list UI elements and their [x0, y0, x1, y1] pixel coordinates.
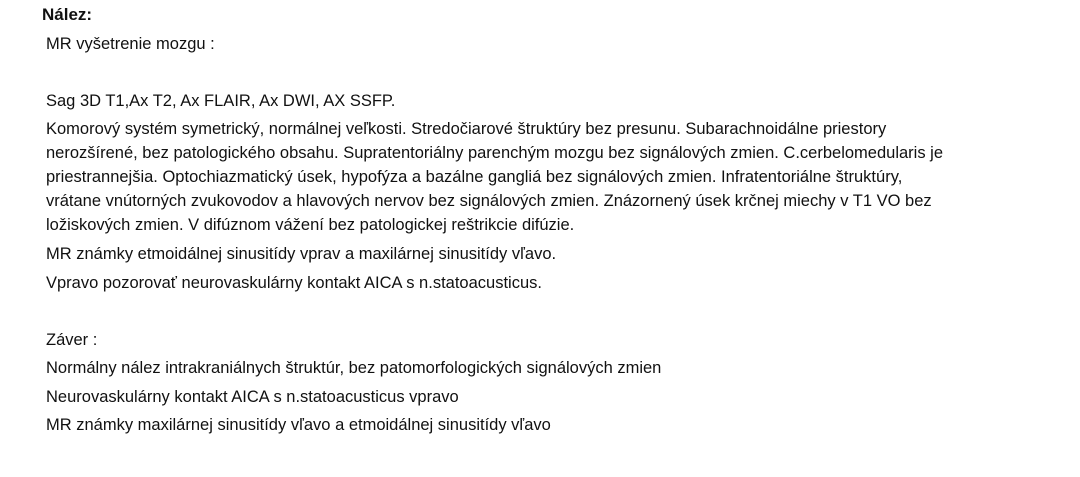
- conclusion-heading: Záver :: [46, 331, 98, 349]
- exam-title: MR vyšetrenie mozgu :: [46, 35, 215, 53]
- description-line: nerozšírené, bez patologického obsahu. Supratentoriálny parenchým mozgu bez signálových zmien. C.cerbelomedularis je: [46, 144, 943, 162]
- conclusion-item: Normálny nález intrakraniálnych štruktúr, bez patomorfologických signálových zmien: [46, 359, 662, 377]
- conclusion-item: MR známky maxilárnej sinusitídy vľavo a etmoidálnej sinusitídy vľavo: [46, 416, 551, 434]
- sequence-list: Sag 3D T1,Ax T2, Ax FLAIR, Ax DWI, AX SSFP.: [46, 92, 396, 110]
- description-line: vrátane vnútorných zvukovodov a hlavových nervov bez signálových zmien. Znázornený úsek krčnej miechy v T1 VO bez: [46, 192, 932, 210]
- finding-heading: Nález:: [42, 5, 93, 24]
- description-line: priestrannejšia. Optochiazmatický úsek, hypofýza a bazálne gangliá bez signálových zmien. Infratentoriálne štruktúry,: [46, 168, 903, 186]
- finding-description: [46, 117, 1046, 237]
- conclusion-item: Neurovaskulárny kontakt AICA s n.statoacusticus vpravo: [46, 388, 459, 406]
- aica-note: Vpravo pozorovať neurovaskulárny kontakt AICA s n.statoacusticus.: [46, 274, 542, 292]
- description-line: ložiskových zmien. V difúznom vážení bez patologickej reštrikcie difúzie.: [46, 216, 575, 234]
- description-line: Komorový systém symetrický, normálnej veľkosti. Stredočiarové štruktúry bez presunu. Subarachnoidálne priestory: [46, 120, 887, 138]
- sinusitis-note: MR známky etmoidálnej sinusitídy vprav a maxilárnej sinusitídy vľavo.: [46, 245, 557, 263]
